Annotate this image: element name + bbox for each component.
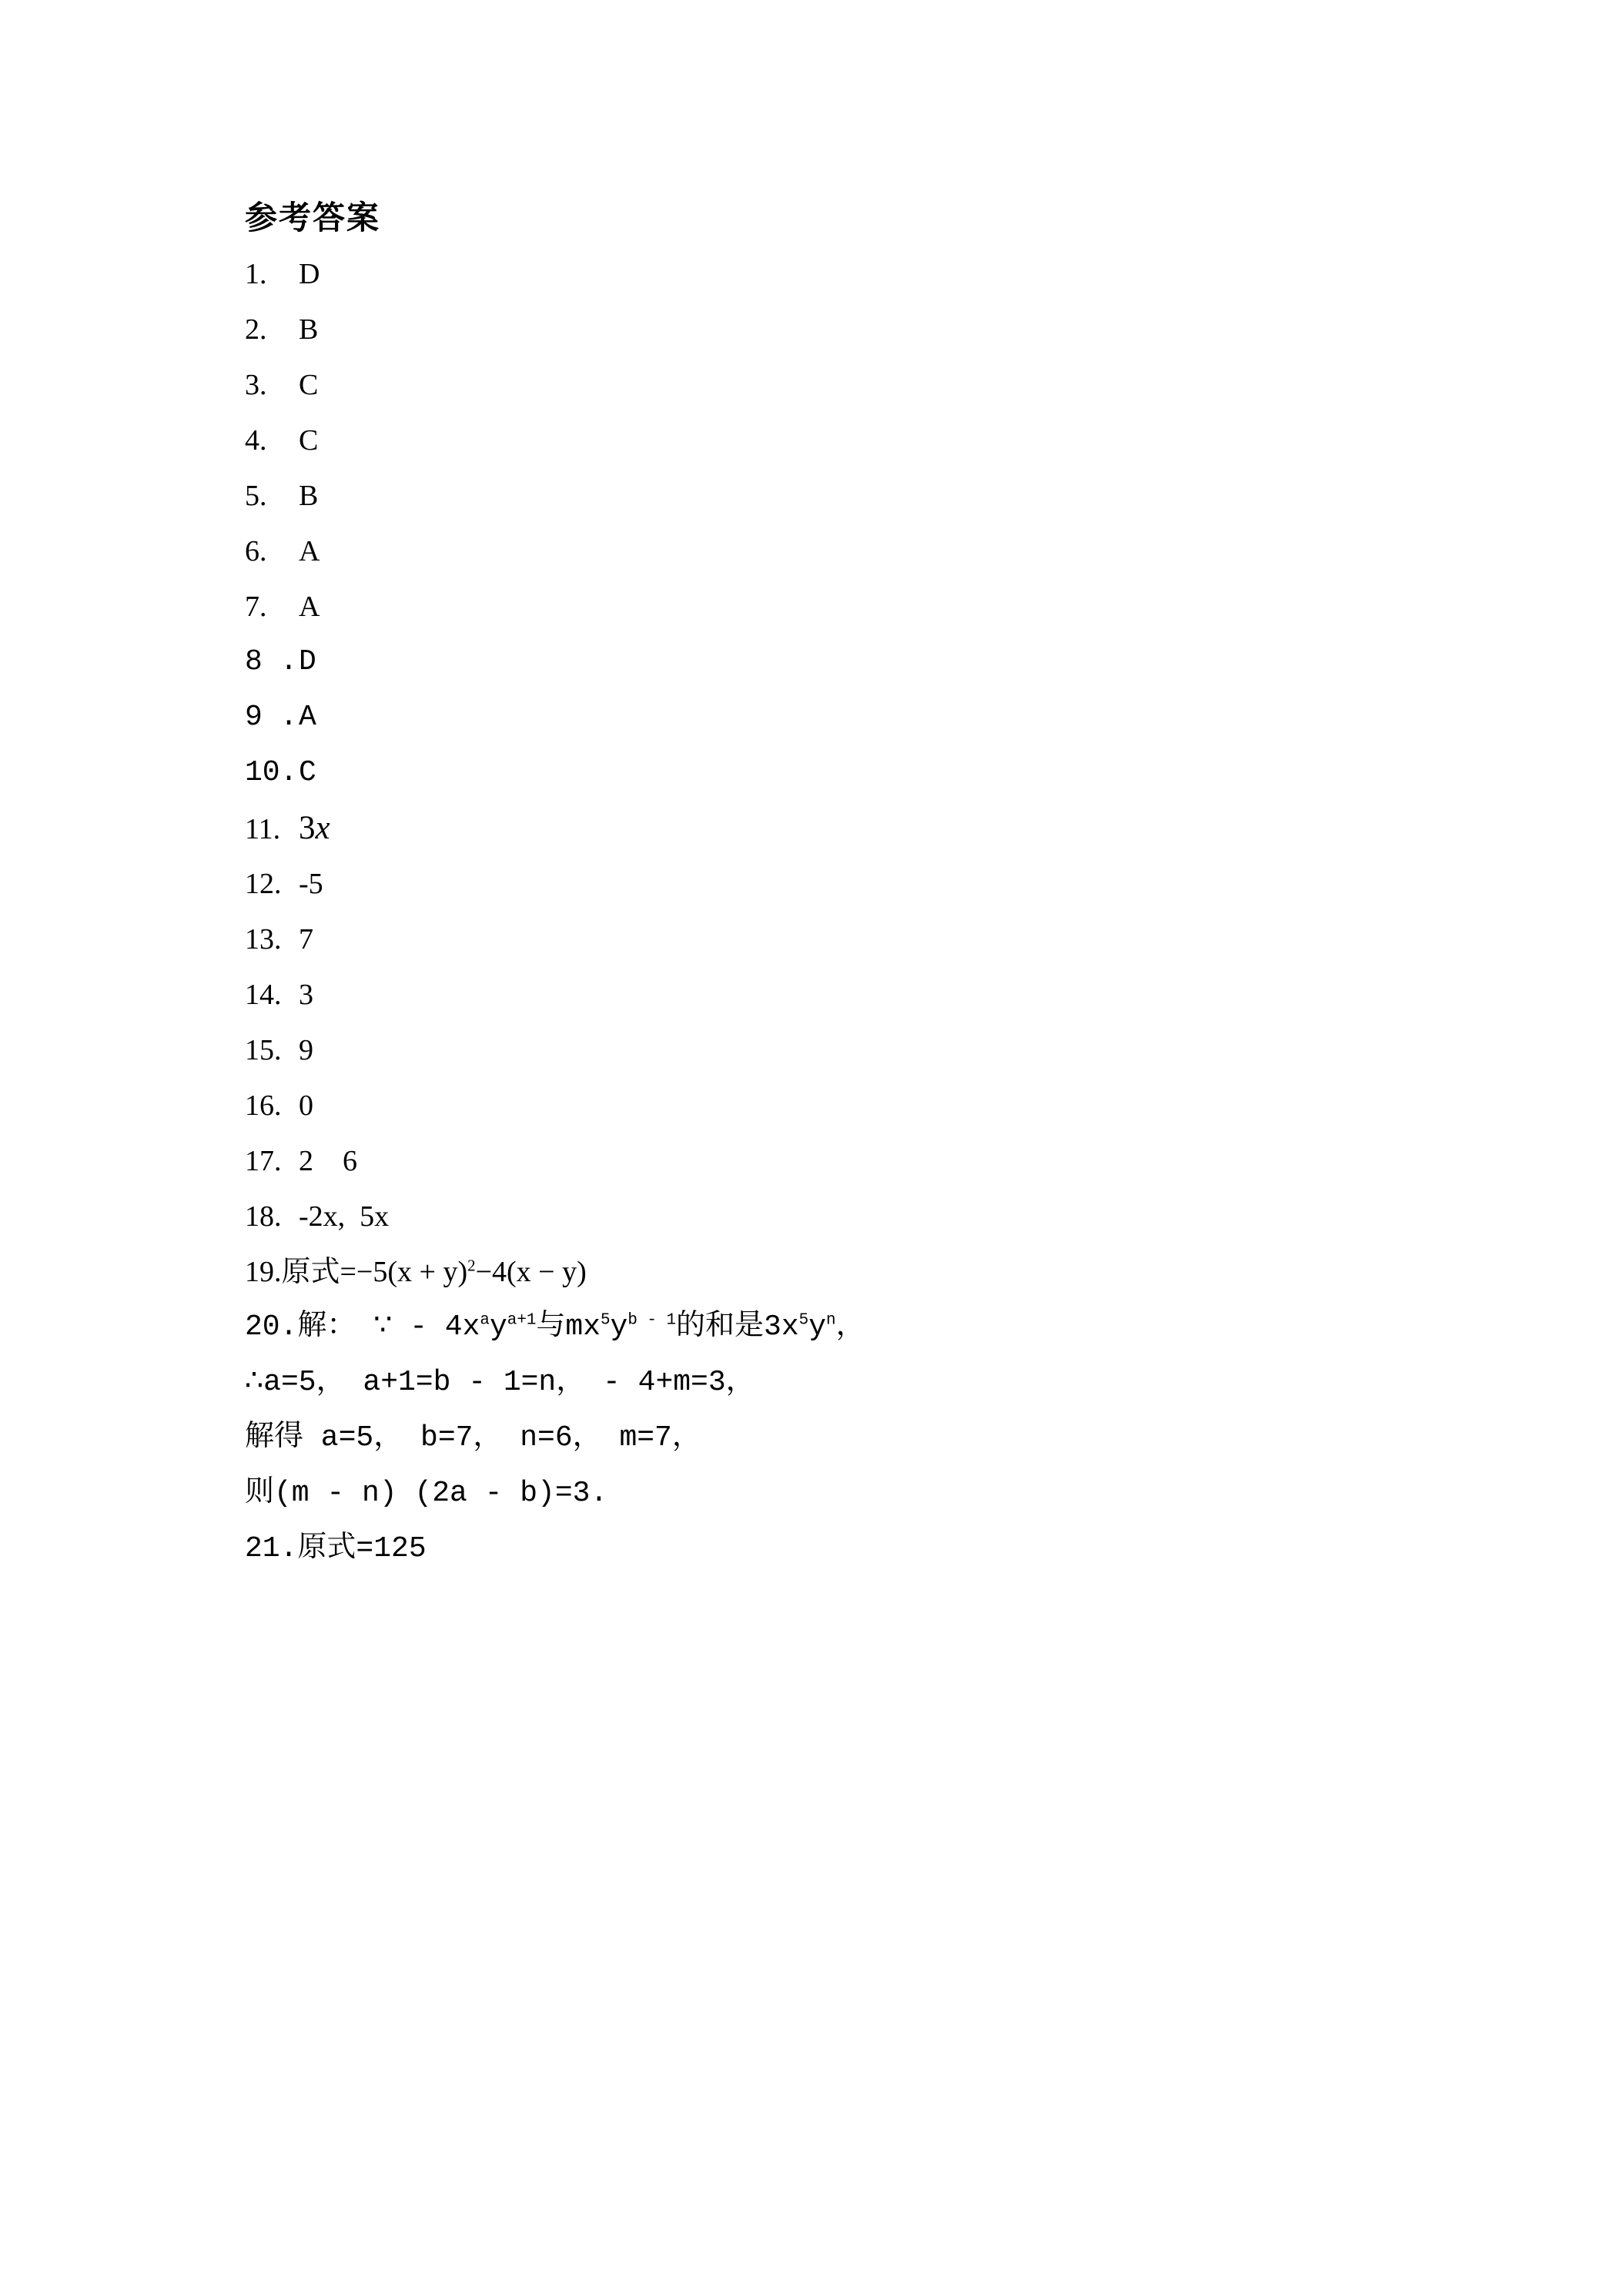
answer-value: 3x: [299, 810, 330, 846]
answer-value: 0: [299, 1089, 313, 1122]
solution-line-20-step3: 解得 a=5， b=7， n=6， m=7，: [245, 1421, 701, 1454]
answer-number: 6.: [245, 535, 267, 567]
answer-number: 3.: [245, 369, 267, 401]
answer-line-6: [245, 524, 1477, 579]
document-content: [245, 191, 1477, 1577]
answer-value: A: [299, 535, 320, 567]
solution-line-20: 20.解： ∵ - $4x^ay^{a+1}$与$mx^5y^{b - 1}$的和是$3x^5y^n$，: [245, 1310, 865, 1344]
answer-number: 1.: [245, 258, 267, 290]
answer-number: 7.: [245, 591, 267, 623]
answer-value: B: [299, 313, 319, 346]
answer-value: B: [299, 480, 319, 512]
answer-line-11: [245, 801, 1477, 856]
title-line: [245, 191, 1477, 246]
answer-line-1: [245, 246, 1477, 302]
answer-value: 3: [299, 979, 313, 1011]
answer-value: C: [299, 369, 319, 401]
answer-line-8: [245, 634, 1477, 690]
answer-line-14: [245, 967, 1477, 1022]
answer-value: -2x, 5x: [299, 1200, 390, 1233]
answer-value: 7: [299, 923, 313, 956]
answer-value: -5: [299, 868, 323, 900]
answer-line-3: [245, 357, 1477, 413]
answer-line-17: [245, 1133, 1477, 1189]
solution-line-21: 21.原式=125: [245, 1532, 427, 1565]
answer-number: 2.: [245, 313, 267, 346]
answer-number: 5.: [245, 480, 267, 512]
solution-line-20-step2: ∴a=5， a+1=b - 1=n， - 4+m=3，: [245, 1366, 755, 1399]
answer-number: 9 .: [245, 701, 298, 734]
answer-number: 10.: [245, 756, 298, 789]
answer-line-18: [245, 1189, 1477, 1244]
answer-line-9: [245, 690, 1477, 745]
answer-value: 9: [299, 1034, 313, 1066]
answer-line-12: [245, 856, 1477, 912]
solution-line-19: 19.原式$=-5(x + y)^2-4(x - y)$: [245, 1256, 587, 1288]
answer-number: 14.: [245, 979, 282, 1011]
answer-value: C: [299, 756, 316, 789]
answer-line-4: [245, 413, 1477, 468]
answer-line-13: [245, 912, 1477, 967]
answer-line-15: [245, 1022, 1477, 1078]
answer-line-16: [245, 1078, 1477, 1133]
answer-number: 13.: [245, 923, 282, 956]
answer-value: D: [299, 645, 316, 678]
answer-number: 18.: [245, 1200, 282, 1233]
answer-line-2: [245, 302, 1477, 357]
answer-number: 17.: [245, 1145, 282, 1177]
answer-value: A: [299, 591, 320, 623]
answer-line-7: [245, 579, 1477, 634]
answer-number: 8 .: [245, 645, 298, 678]
answer-number: 4.: [245, 424, 267, 457]
answer-number: 11.: [245, 813, 281, 845]
answer-line-5: [245, 468, 1477, 524]
answer-value: 2 6: [299, 1145, 357, 1177]
answer-value: C: [299, 424, 319, 457]
answer-number: 15.: [245, 1034, 282, 1066]
answer-value: D: [299, 258, 320, 290]
answer-number: 16.: [245, 1089, 282, 1122]
answer-number: 12.: [245, 868, 282, 900]
page-title: 参考答案: [245, 201, 381, 236]
answer-line-10: [245, 745, 1477, 801]
solution-line-20-step4: 则(m - n) (2a - b)=3.: [245, 1477, 608, 1510]
answer-value: A: [299, 701, 316, 734]
